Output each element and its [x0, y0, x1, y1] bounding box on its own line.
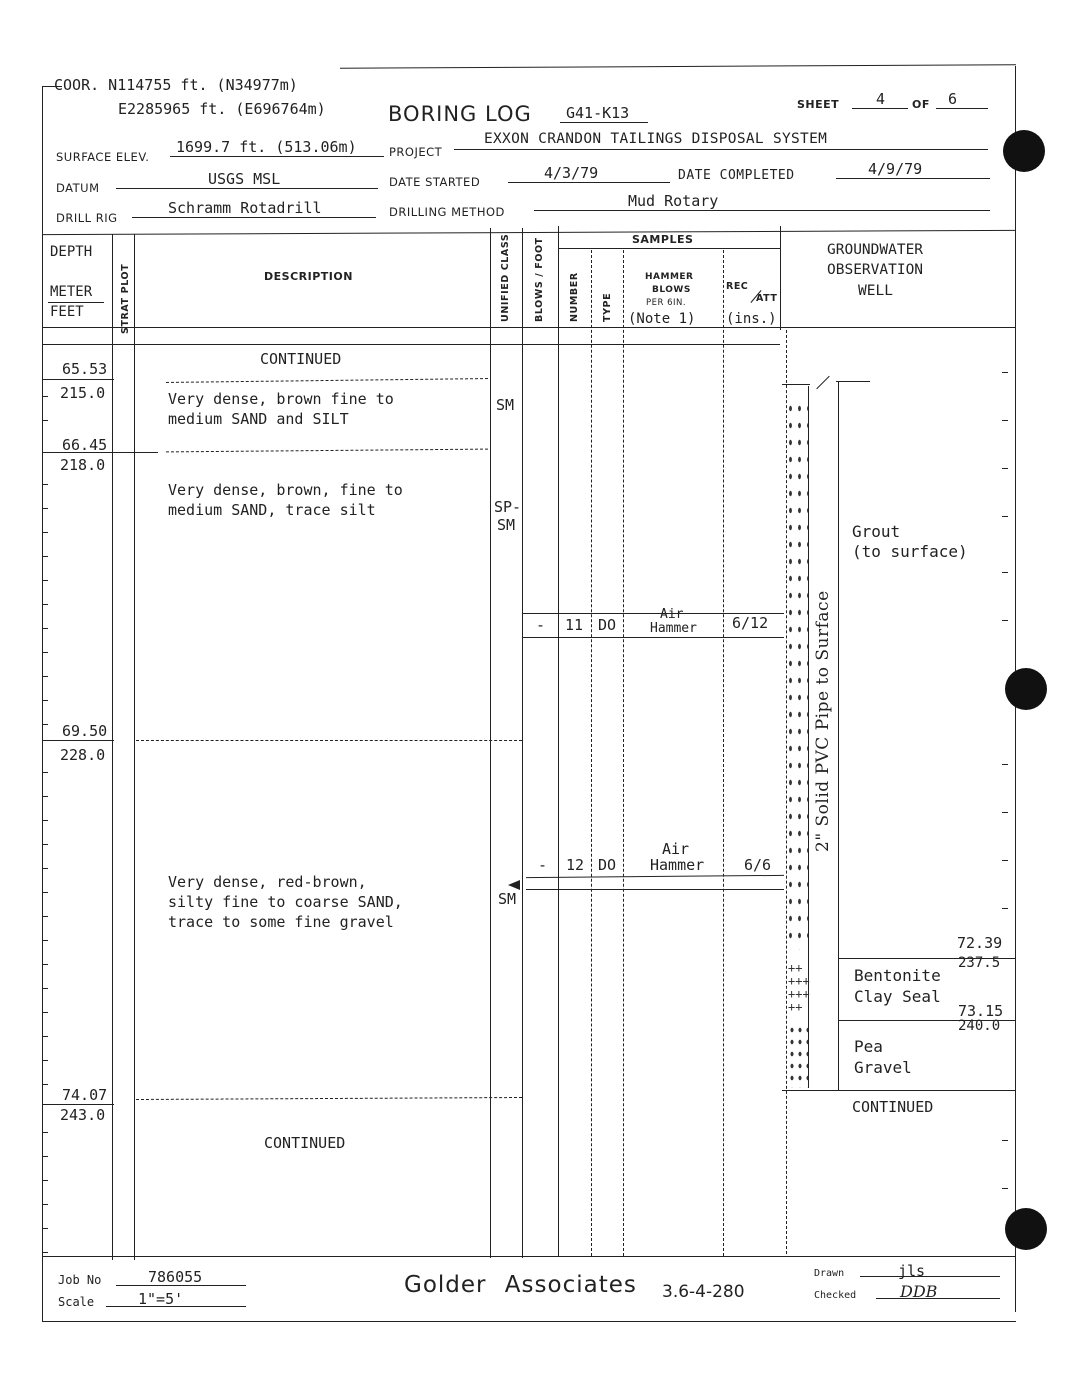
layer-description: medium SAND and SILT — [168, 410, 349, 428]
sheet-total: 6 — [948, 90, 958, 108]
date-started-label: DATE STARTED — [389, 175, 481, 189]
col-depth: DEPTH — [50, 244, 93, 260]
job-number: 786055 — [148, 1268, 203, 1286]
grout-label: (to surface) — [852, 542, 968, 561]
uscs-class: SM — [496, 396, 515, 414]
depth-meter: 65.53 — [62, 360, 108, 378]
drawn-by: jls — [898, 1262, 926, 1280]
sample-type: DO — [598, 616, 617, 634]
col-feet: FEET — [50, 304, 84, 320]
drilling-method-label: DRILLING METHOD — [389, 205, 505, 219]
sample-recovery: 6/12 — [732, 614, 769, 632]
coordinates-north: COOR. N114755 ft. (N34977m) — [54, 76, 298, 94]
well-depth-meter: 72.39 — [957, 934, 1003, 952]
of-label: OF — [912, 98, 930, 111]
depth-meter: 69.50 — [62, 722, 108, 740]
layer-description: trace to some fine gravel — [168, 913, 394, 931]
date-started: 4/3/79 — [544, 164, 599, 182]
col-blows: BLOWS — [652, 285, 691, 295]
uscs-class: SM — [497, 516, 516, 534]
depth-meter: 74.07 — [62, 1086, 108, 1104]
bentonite-label: Clay Seal — [854, 987, 941, 1006]
drawn-label: Drawn — [814, 1268, 845, 1279]
continued-bottom: CONTINUED — [264, 1134, 346, 1152]
layer-description: medium SAND, trace silt — [168, 501, 376, 519]
company-name: Golder Associates — [404, 1272, 637, 1298]
col-type: TYPE — [602, 292, 613, 322]
sample-number: 12 — [566, 856, 585, 874]
date-completed-label: DATE COMPLETED — [678, 168, 795, 183]
project-label: PROJECT — [389, 145, 443, 159]
depth-meter: 66.45 — [62, 436, 108, 454]
binder-hole-icon — [1003, 130, 1045, 172]
form-title: BORING LOG — [388, 102, 532, 126]
drill-rig-label: DRILL RIG — [56, 211, 118, 225]
scale-value: 1"=5' — [138, 1290, 184, 1308]
checked-by: DDB — [900, 1282, 938, 1301]
col-ins: (ins.) — [726, 311, 777, 327]
document-number: 3.6-4-280 — [662, 1282, 745, 1302]
scale-label: Scale — [58, 1295, 95, 1309]
col-blows-foot: BLOWS / FOOT — [534, 237, 545, 322]
depth-feet: 215.0 — [60, 384, 106, 402]
bentonite-fill: ++ +++ +++ ++ — [788, 961, 810, 1014]
sample-hammer: Hammer — [650, 856, 705, 874]
well-continued: CONTINUED — [852, 1098, 934, 1116]
col-att: ATT — [756, 293, 778, 304]
gravel-label: Gravel — [854, 1058, 912, 1077]
col-rec: REC — [726, 281, 749, 292]
surface-elev-label: SURFACE ELEV. — [56, 150, 150, 164]
drill-rig: Schramm Rotadrill — [168, 199, 322, 217]
well-depth-feet: 240.0 — [958, 1018, 1001, 1034]
date-completed: 4/9/79 — [868, 160, 923, 178]
gravel-fill — [788, 1024, 808, 1088]
sample-number: 11 — [565, 616, 584, 634]
depth-feet: 228.0 — [60, 746, 106, 764]
col-hammer: HAMMER — [645, 272, 694, 282]
sheet-label: SHEET — [797, 98, 840, 111]
pvc-pipe-label: 2" Solid PVC Pipe to Surface — [813, 590, 833, 852]
grout-fill — [786, 400, 808, 950]
datum-label: DATUM — [56, 181, 100, 195]
bentonite-label: Bentonite — [854, 966, 941, 985]
sample-recovery: 6/6 — [744, 856, 772, 874]
arrow-icon — [508, 880, 520, 890]
sample-hammer: Air — [662, 840, 690, 858]
sample-blows: - — [536, 616, 546, 634]
col-number: NUMBER — [569, 272, 580, 322]
depth-feet: 218.0 — [60, 456, 106, 474]
drilling-method: Mud Rotary — [628, 192, 719, 210]
col-samples: SAMPLES — [632, 233, 694, 246]
binder-hole-icon — [1005, 668, 1047, 710]
continued-top: CONTINUED — [260, 350, 342, 368]
well-depth-meter: 73.15 — [958, 1002, 1004, 1020]
depth-feet: 243.0 — [60, 1106, 106, 1124]
col-per-6in: PER 6IN. — [646, 298, 687, 308]
binder-hole-icon — [1005, 1208, 1047, 1250]
sample-blows: - — [538, 856, 548, 874]
col-note: (Note 1) — [628, 311, 696, 327]
checked-label: Checked — [814, 1290, 857, 1301]
col-groundwater: GROUNDWATER — [827, 242, 924, 258]
layer-description: Very dense, brown, fine to — [168, 481, 403, 499]
sample-hammer: Hammer — [650, 621, 697, 636]
boring-id: G41-K13 — [566, 104, 630, 122]
sample-hammer: Air — [660, 607, 684, 622]
col-well: WELL — [858, 283, 893, 299]
layer-description: silty fine to coarse SAND, — [168, 893, 403, 911]
col-strat-plot: STRAT PLOT — [120, 263, 131, 334]
project-name: EXXON CRANDON TAILINGS DISPOSAL SYSTEM — [484, 131, 828, 147]
col-unified-class: UNIFIED CLASS — [500, 233, 511, 322]
datum-value: USGS MSL — [208, 170, 281, 188]
layer-description: Very dense, red-brown, — [168, 873, 367, 891]
uscs-class: SM — [498, 890, 517, 908]
uscs-class: SP- — [494, 498, 522, 516]
job-no-label: Job No — [58, 1273, 102, 1287]
well-depth-feet: 237.5 — [958, 955, 1001, 971]
sheet-number: 4 — [876, 90, 886, 108]
col-observation: OBSERVATION — [827, 262, 924, 278]
sample-type: DO — [598, 856, 617, 874]
gravel-label: Pea — [854, 1037, 883, 1056]
coordinates-east: E2285965 ft. (E696764m) — [118, 100, 326, 118]
col-meter: METER — [50, 284, 93, 300]
col-description: DESCRIPTION — [264, 270, 353, 283]
surface-elevation: 1699.7 ft. (513.06m) — [176, 138, 357, 156]
grout-label: Grout — [852, 522, 901, 541]
layer-description: Very dense, brown fine to — [168, 390, 394, 408]
